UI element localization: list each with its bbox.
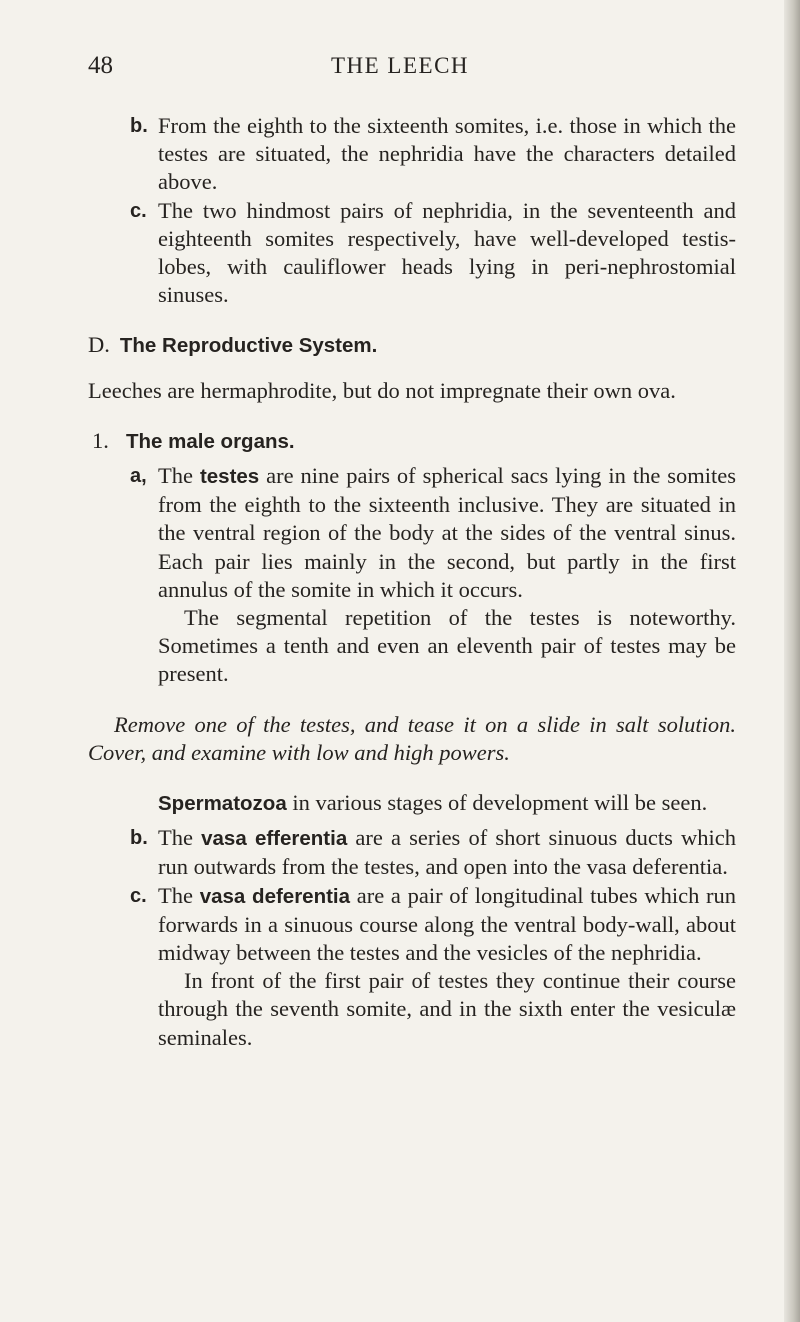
list-item-b-nephridia (0, 112, 736, 197)
paragraph-spermatozoa (0, 789, 736, 818)
body-text: are nine pairs of spherical sacs lying in the somites from the eighth to the sixteenth inclusive. They are situated in the ventral region of the body at the sides of the ventral sinus. Each pair lies mainly in the second, but partly in the first annulus of the somite in which it occurs. (158, 463, 737, 602)
running-head: THE LEECH (330, 53, 470, 78)
lead-text: The (158, 463, 200, 489)
term-vasa-efferentia: vasa efferentia (201, 827, 348, 851)
instruction-text: Remove one of the testes, and tease it on a slide in salt solution. Cover, and examine with low and high powers. (88, 711, 736, 765)
item-marker: b. (130, 115, 148, 137)
subsection-title: The male organs. (126, 429, 295, 453)
item-marker: c. (130, 884, 147, 907)
section-intro-text: Leeches are hermaphrodite, but do not impregnate their own ova. (88, 377, 676, 403)
item-text (158, 462, 736, 604)
lead-text: The (158, 882, 200, 908)
body-text: are a pair of longitudinal tubes which run forwards in a sinuous course along the ventral body-wall, about midway between the testes and the vesicles of the nephridia. (158, 882, 737, 966)
subsection-heading (0, 427, 790, 456)
list-item-b-vasa-efferentia (0, 824, 736, 881)
item-marker: c. (130, 199, 147, 222)
item-text: From the eighth to the sixteenth somites, i.e. those in which the testes are situated, the nephridia have the characters detailed above. (158, 113, 736, 195)
term-spermatozoa: Spermatozoa (158, 792, 287, 816)
paragraph-segmental: The segmental repetition of the testes is noteworthy. Sometimes a tenth and even an eleventh pair of testes may be present. (158, 605, 736, 687)
page-number: 48 (88, 52, 113, 79)
lead-text: The (158, 825, 202, 851)
page-body (0, 112, 790, 1052)
list-item-c-vasa-deferentia (0, 882, 736, 968)
body-text: are a series of short sinuous ducts which run outwards from the testes, and open into the vasa deferentia. (158, 825, 736, 880)
subsection-mark: 1. (92, 427, 109, 453)
term-testes: testes (199, 465, 260, 489)
section-heading (0, 331, 790, 360)
page-header (0, 52, 800, 92)
list-item-a-testes (0, 462, 736, 604)
paragraph-course: In front of the first pair of testes they continue their course through the seventh somite, and in the sixth enter the vesiculæ seminales. (158, 968, 736, 1050)
item-text (158, 882, 736, 968)
body-text: in various stages of development will be seen. (286, 790, 708, 816)
section-mark: D. (88, 332, 110, 358)
section-intro (0, 377, 736, 405)
item-text (158, 824, 736, 881)
item-marker: a, (130, 465, 147, 488)
term-vasa-deferentia: vasa deferentia (199, 884, 351, 908)
item-text: The two hindmost pairs of nephridia, in the seventeenth and eighteenth somites respectively, have well-developed testis-lobes, with cauliflower heads lying in peri-nephrostomial sinuses. (158, 197, 736, 308)
list-item-c-nephridia (0, 197, 736, 310)
item-marker: b. (130, 827, 148, 850)
section-title: The Reproductive System. (119, 334, 378, 358)
